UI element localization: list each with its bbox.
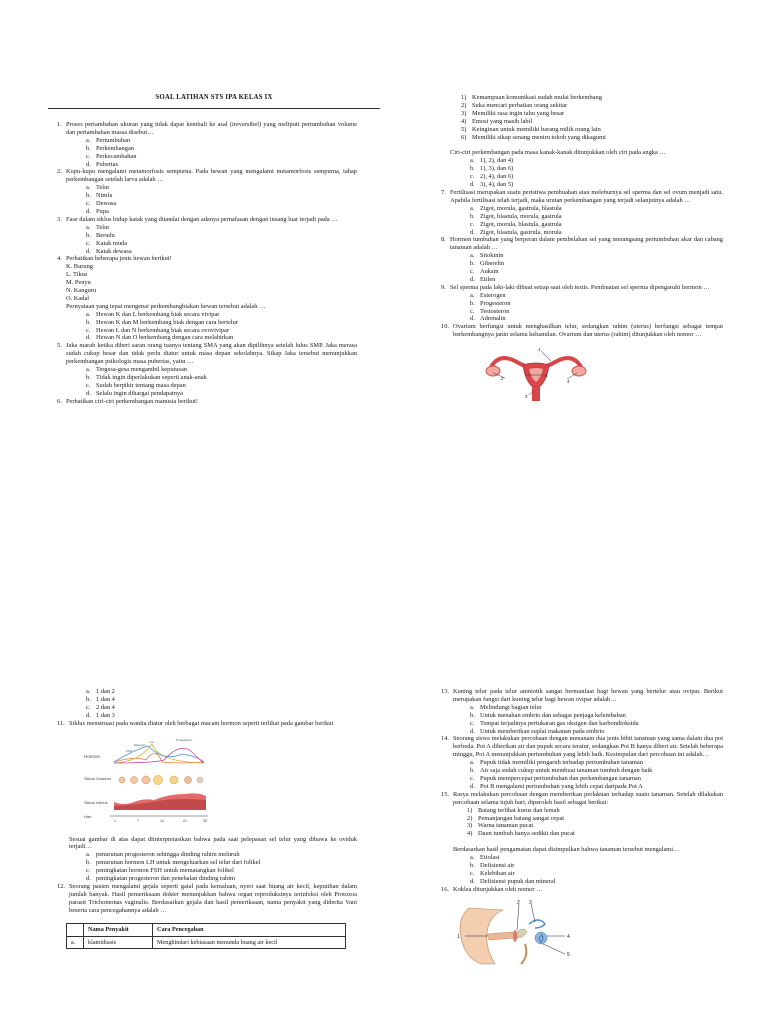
answer-option: d. Zigot, blastula, gastrula, morula <box>470 228 562 236</box>
list-item: 4) Emosi yang masih labil <box>461 117 533 125</box>
uterus-label-5: 5 <box>545 373 548 379</box>
answer-option: a. penurunan progesteron sehingga dinding rahim meluruh <box>86 851 240 859</box>
day-tick: 21 <box>183 818 187 823</box>
page-title: SOAL LATIHAN STS IPA KELAS IX <box>155 94 273 101</box>
question-1-options <box>57 137 357 169</box>
column-2-bottom <box>441 688 723 968</box>
question-6-options <box>441 157 723 189</box>
menstrual-cycle-diagram <box>84 736 254 836</box>
question-7: 7. Fertilisasi merupakan suatu peristiwa pembuahan atau meleburnya sel sperma dan sel ovum menjadi satu. Apabila fertilisasi telah terjadi, maka urutan perkembangan yang terjadi selanjutnya adalah … <box>441 188 723 204</box>
answer-option: a. Tergesa-gesa mengambil keputusan <box>86 366 188 374</box>
answer-option: c. Testosteron <box>470 307 510 315</box>
question-14-options <box>441 759 723 791</box>
animal-list <box>57 263 357 310</box>
answer-option: a. Pertumbuhan <box>86 136 131 144</box>
answer-option: a. 1), 2), dan 4) <box>470 157 514 165</box>
question-16: 16. Koklea ditunjukkan oleh nomor … <box>441 885 543 893</box>
question-8-options <box>441 252 723 284</box>
animal-item: O. Kadal <box>66 294 90 302</box>
answer-option: d. Katak dewasa <box>86 247 132 255</box>
column-1-bottom <box>57 688 357 949</box>
answer-option: b. Defisiensi air <box>470 862 515 870</box>
siklus-ovarium-label: Siklus Ovarium <box>84 775 111 781</box>
uterus-label-3: 3 <box>525 394 528 400</box>
answer-option: a. Zigot, morula, gastrula, blastula <box>470 204 562 212</box>
answer-option: c. Dewasa <box>86 200 117 208</box>
answer-option: a. Pupuk tidak memiliki pengaruh terhadap pertumbuhan tanaman <box>470 759 643 767</box>
progesteron-label: Progesteron <box>176 737 193 742</box>
list-item: 3) Memiliki rasa ingin tahu yang besar <box>461 109 565 117</box>
animal-item: M. Penyu <box>66 279 91 287</box>
answer-option: d. 1 dan 3 <box>86 711 115 719</box>
animal-item: N. Kanguru <box>66 287 97 295</box>
answer-option: b. Tidak ingin diperlakukan seperti anak-anak <box>86 374 207 381</box>
question-5-options <box>57 366 357 398</box>
answer-option: b. Berudu <box>86 231 115 239</box>
answer-option: b. 1), 3), dan 6) <box>470 165 514 173</box>
question-6: 6. Perhatikan ciri-ciri perkembangan manusia berikut! <box>57 397 199 405</box>
list-item: 2) Pemanjangan batang sangat cepat <box>467 814 565 822</box>
column-1-top <box>57 121 357 406</box>
answer-option: d. Defisiensi pupuk dan mineral <box>470 877 556 885</box>
question-4-options <box>57 311 357 343</box>
question-14: 14. Seorang siswa melakukan percobaan dengan menanam dua jenis bibit tanaman yang sama dalam dua pot berbeda. Pot A diberikan air dan pupuk secara teratur, sedangkan Pot B hanya diberi air. Setelah beberapa minggu, Pot A menunjukkan pertumbuhan yang lebih baik. Kesimpulan dari percobaan ini adalah… <box>441 735 723 759</box>
table-row: a. klamidiasis Menghindari kebiasaan menunda buang air kecil <box>67 936 346 949</box>
question-13: 13. Kuning telur pada telur amniotik sangat bermanfaat bagi hewan yang bertelur atau ovipar. Berikut merupakan fungsi dari kuning telur bagi hewan ovipar adalah… <box>441 688 723 703</box>
animal-item: L. Tikus <box>66 271 88 279</box>
list-item: 1) Kemampuan komunikasi sudah mulai berkembang <box>461 94 602 101</box>
list-item: 3) Warna tanaman pucat <box>467 822 534 830</box>
question-1: 1. Proses pertambahan ukuran yang tidak dapat kembali ke asal (ireversibel) yang meliputi pertumbuhan volume dan pertambahan massa disebut… <box>57 121 357 136</box>
question-3: 3. Fase dalam siklus hidup katak yang ditandai dengan adanya pernafasan dengan insang luar terjadi pada … <box>57 215 338 223</box>
experiment-result-list <box>441 807 723 839</box>
question-10: 10. Ovarium berfungsi untuk menghasilkan telur, sedangkan rahim (uterus) berfungsi sebagai tempat berkembangnya janin selama kehamilan. Ovarium dan uterus (rahim) ditunjukkan oleh nomor … <box>441 323 723 339</box>
disease-table <box>66 923 346 950</box>
answer-option: c. Tempat terjadinya pertukaran gas oksigen dan karbondioksida <box>470 719 639 727</box>
list-item: 5) Keinginan untuk memiliki barang milik orang lain <box>461 125 601 133</box>
development-traits-list <box>441 94 723 141</box>
answer-option: b. Nimfa <box>86 192 113 200</box>
menstrual-cycle-figure <box>84 736 254 836</box>
answer-option: b. Giberelin <box>470 260 505 268</box>
answer-option: d. peningkatan progesteron dan penebalan dinding rahim <box>86 875 235 883</box>
day-tick: 28 <box>203 818 207 823</box>
question-8: 8. Hormon tumbuhan yang berperan dalam pembelahan sel yang merangsang pertumbuhan akar dan cabang tanaman adalah … <box>441 236 723 252</box>
ear-label-1: 1 <box>457 933 460 940</box>
ear-label-5: 5 <box>567 951 570 958</box>
answer-option: a. Hewan K dan L berkembang biak secara vivipar <box>86 310 220 318</box>
question-2: 2. Kupu-kupu mengalami metamorfosis sempurna. Pada hewan yang mengalami metamorfosis sempurna, tahap perkembangan setelah larva adalah … <box>57 168 357 184</box>
question-12: 12. Seorang pasien mengalami gejala seperti gatal pada kemaluan, nyeri saat buang air kecil, keputihan dalam jumlah banyak. Hasil pemeriksaan dokter menunjukkan bahwa organ reproduksinya terinfeksi oleh Protozoa parasit Trichomonas vaginalis. Berdasarkan gejala dan hasil pemeriksaan, nama penyakit yang diderita Vani beserta cara pencegahannya adalah … <box>57 882 357 914</box>
question-13-options <box>441 704 723 736</box>
uterus-label-1: 1 <box>538 347 541 353</box>
ear-label-3: 3 <box>529 899 532 906</box>
hari-label: Hari <box>84 813 92 819</box>
ear-figure <box>455 898 575 968</box>
answer-option: c. Zigot, morula, blastula, gastrula <box>470 220 562 228</box>
answer-option: c. Kelebihan air <box>470 869 515 877</box>
question-7-options <box>441 205 723 237</box>
list-item: 2) Suka mencari perhatian orang sekitar <box>461 101 568 109</box>
answer-option: a. Melindungi bagian telur <box>470 703 542 711</box>
uterus-figure <box>481 345 591 403</box>
column-2-top <box>441 94 723 403</box>
day-tick: 14 <box>160 818 164 823</box>
ear-diagram <box>455 898 575 968</box>
question-9: 9. Sel sperma pada laki-laki dibuat setiap saat oleh testis. Pembuatan sel sperma dipengaruhi hormon … <box>441 283 710 291</box>
answer-option: b. 1 dan 4 <box>86 695 115 703</box>
answer-option: b. Progesteron <box>470 299 511 307</box>
answer-option: d. Untuk memberikan suplai makanan pada embrio <box>470 727 605 735</box>
answer-option: d. Adrenalin <box>470 315 506 323</box>
ear-label-4: 4 <box>567 933 570 940</box>
answer-option: c. peningkatan hormon FSH untuk mematangkan folikel <box>86 867 234 875</box>
question-9-options <box>441 292 723 324</box>
answer-option: a. Esterogen <box>470 291 506 299</box>
day-tick: 1 <box>114 818 116 823</box>
ear-label-2: 2 <box>517 899 520 906</box>
question-6-question: Ciri-ciri perkembangan pada masa kanak-kanak ditunjukkan oleh ciri pada angka … <box>450 149 666 157</box>
uterus-diagram <box>481 345 591 403</box>
answer-option: c. Perkecambahan <box>86 152 137 160</box>
question-11-text: Sesuai gambar di atas dapat diinterpretasikan bahwa pada saat pelepasan sel telur yang dibawa ke oviduk terjadi… <box>69 835 357 851</box>
answer-option: b. Perkembangan <box>86 144 134 152</box>
question-11: 11. Siklus menstruasi pada wanita diatur oleh berbagai macam hormon seperti terlihat pada gambar berikut <box>57 719 334 727</box>
question-15-options <box>441 854 723 886</box>
answer-option: b. penurunan hormon LH untuk mengeluarkan sel telur dari folikel <box>86 859 261 867</box>
answer-option: b. Zigot, blastula, morula, gastrula <box>470 212 562 220</box>
day-tick: 7 <box>137 818 139 823</box>
list-item: 1) Batang terlihat kurus dan lemah <box>467 806 560 814</box>
answer-option: c. Hewan L dan N berkembang biak secara ovovivipar <box>86 326 230 334</box>
answer-option: d. Etilen <box>470 275 496 283</box>
estrogen-label: Estrogen <box>134 742 147 747</box>
answer-option: c. Pupuk mempercepat pertumbuhan dan perkembangan tanaman <box>470 774 641 782</box>
header-prevention: Cara Pencegahan <box>153 923 346 936</box>
table-header <box>67 923 346 936</box>
question-11-options <box>57 851 357 883</box>
animal-item: K. Burung <box>66 263 93 271</box>
answer-option: d. Pubertas <box>86 160 119 168</box>
answer-option: a. 1 dan 2 <box>86 688 115 695</box>
follicle-row <box>119 775 203 784</box>
list-item: 6) Memiliki sikap senang meniru tokoh yang dikagumi <box>461 133 606 141</box>
answer-option: c. Auksin <box>470 268 499 276</box>
lh-label: LH <box>150 739 154 744</box>
siklus-uterus-label: Siklus Uterus <box>84 799 108 805</box>
answer-option: a. Etiolasi <box>470 854 500 862</box>
list-item: 4) Daun tumbuh hanya sedikit dan pucat <box>467 830 575 838</box>
uterus-label-2: 2 <box>501 376 504 382</box>
answer-option: b. Untuk menahan embrio dan sebagai penjaga kelembaban <box>470 711 626 719</box>
answer-option: c. 2 dan 4 <box>86 703 115 711</box>
question-15-conclusion: Berdasarkan hasil pengamatan dapat disimpulkan bahwa tanaman tersebut mengalami… <box>453 846 680 854</box>
hormon-label: Hormon <box>84 753 101 759</box>
answer-option: d. 3), 4), dan 5) <box>470 181 514 189</box>
answer-option: c. Katak muda <box>86 239 128 247</box>
header-disease: Nama Penyakit <box>84 923 153 936</box>
title-rule <box>48 108 380 109</box>
question-10-options <box>57 688 357 720</box>
answer-option: b. Air saja sudah cukup untuk membuat tanaman tumbuh dengan baik <box>470 767 653 775</box>
fsh-label: FSH <box>126 748 132 753</box>
question-4-statement: Pernyataan yang tepat mengenai perkembangbiakan hewan tersebut adalah … <box>66 302 266 310</box>
answer-option: b. Hewan K dan M berkembang biak dengan cara bertelur <box>86 318 238 326</box>
question-5: 5. Jaka marah ketika diberi saran orang tuanya tentang SMA yang akan dipilihnya setelah lulus SMP. Jaka merasa sudah cukup besar dan tidak perlu diatur untuk masa depan sekolahnya. Sikap Jaka tersebut menunjukkan perkembangan psikologis masa pubertas, yaitu … <box>57 342 357 366</box>
answer-option: a. Telur <box>86 223 110 231</box>
answer-option: c. Sudah berpikir tentang masa depan <box>86 381 186 389</box>
answer-option: d. Pot B mengalami pertumbuhan yang lebih cepat daripada Pot A <box>470 782 643 790</box>
answer-option: c. 2), 4), dan 6) <box>470 173 514 181</box>
answer-option: d. Pupa <box>86 207 109 215</box>
question-4: 4. Perhatikan beberapa jenis hewan berikut! <box>57 255 172 263</box>
answer-option: a. Telur <box>86 184 110 192</box>
answer-option: d. Hewan N dan O berkembang dengan cara melahirkan <box>86 334 234 342</box>
question-15: 15. Rasya melakukan percobaan dengan memberikan perlakuan terhadap suatu tanaman. Setelah dilakukan percobaan selama tujuh hari, diperoleh hasil sebagai berikut: <box>441 790 723 806</box>
answer-option: d. Selalu ingin dihargai pendapatnya <box>86 389 184 397</box>
uterus-label-4: 4 <box>567 379 570 385</box>
question-2-options <box>57 184 357 216</box>
answer-option: a. Sitokinin <box>470 252 504 260</box>
question-3-options <box>57 224 357 256</box>
